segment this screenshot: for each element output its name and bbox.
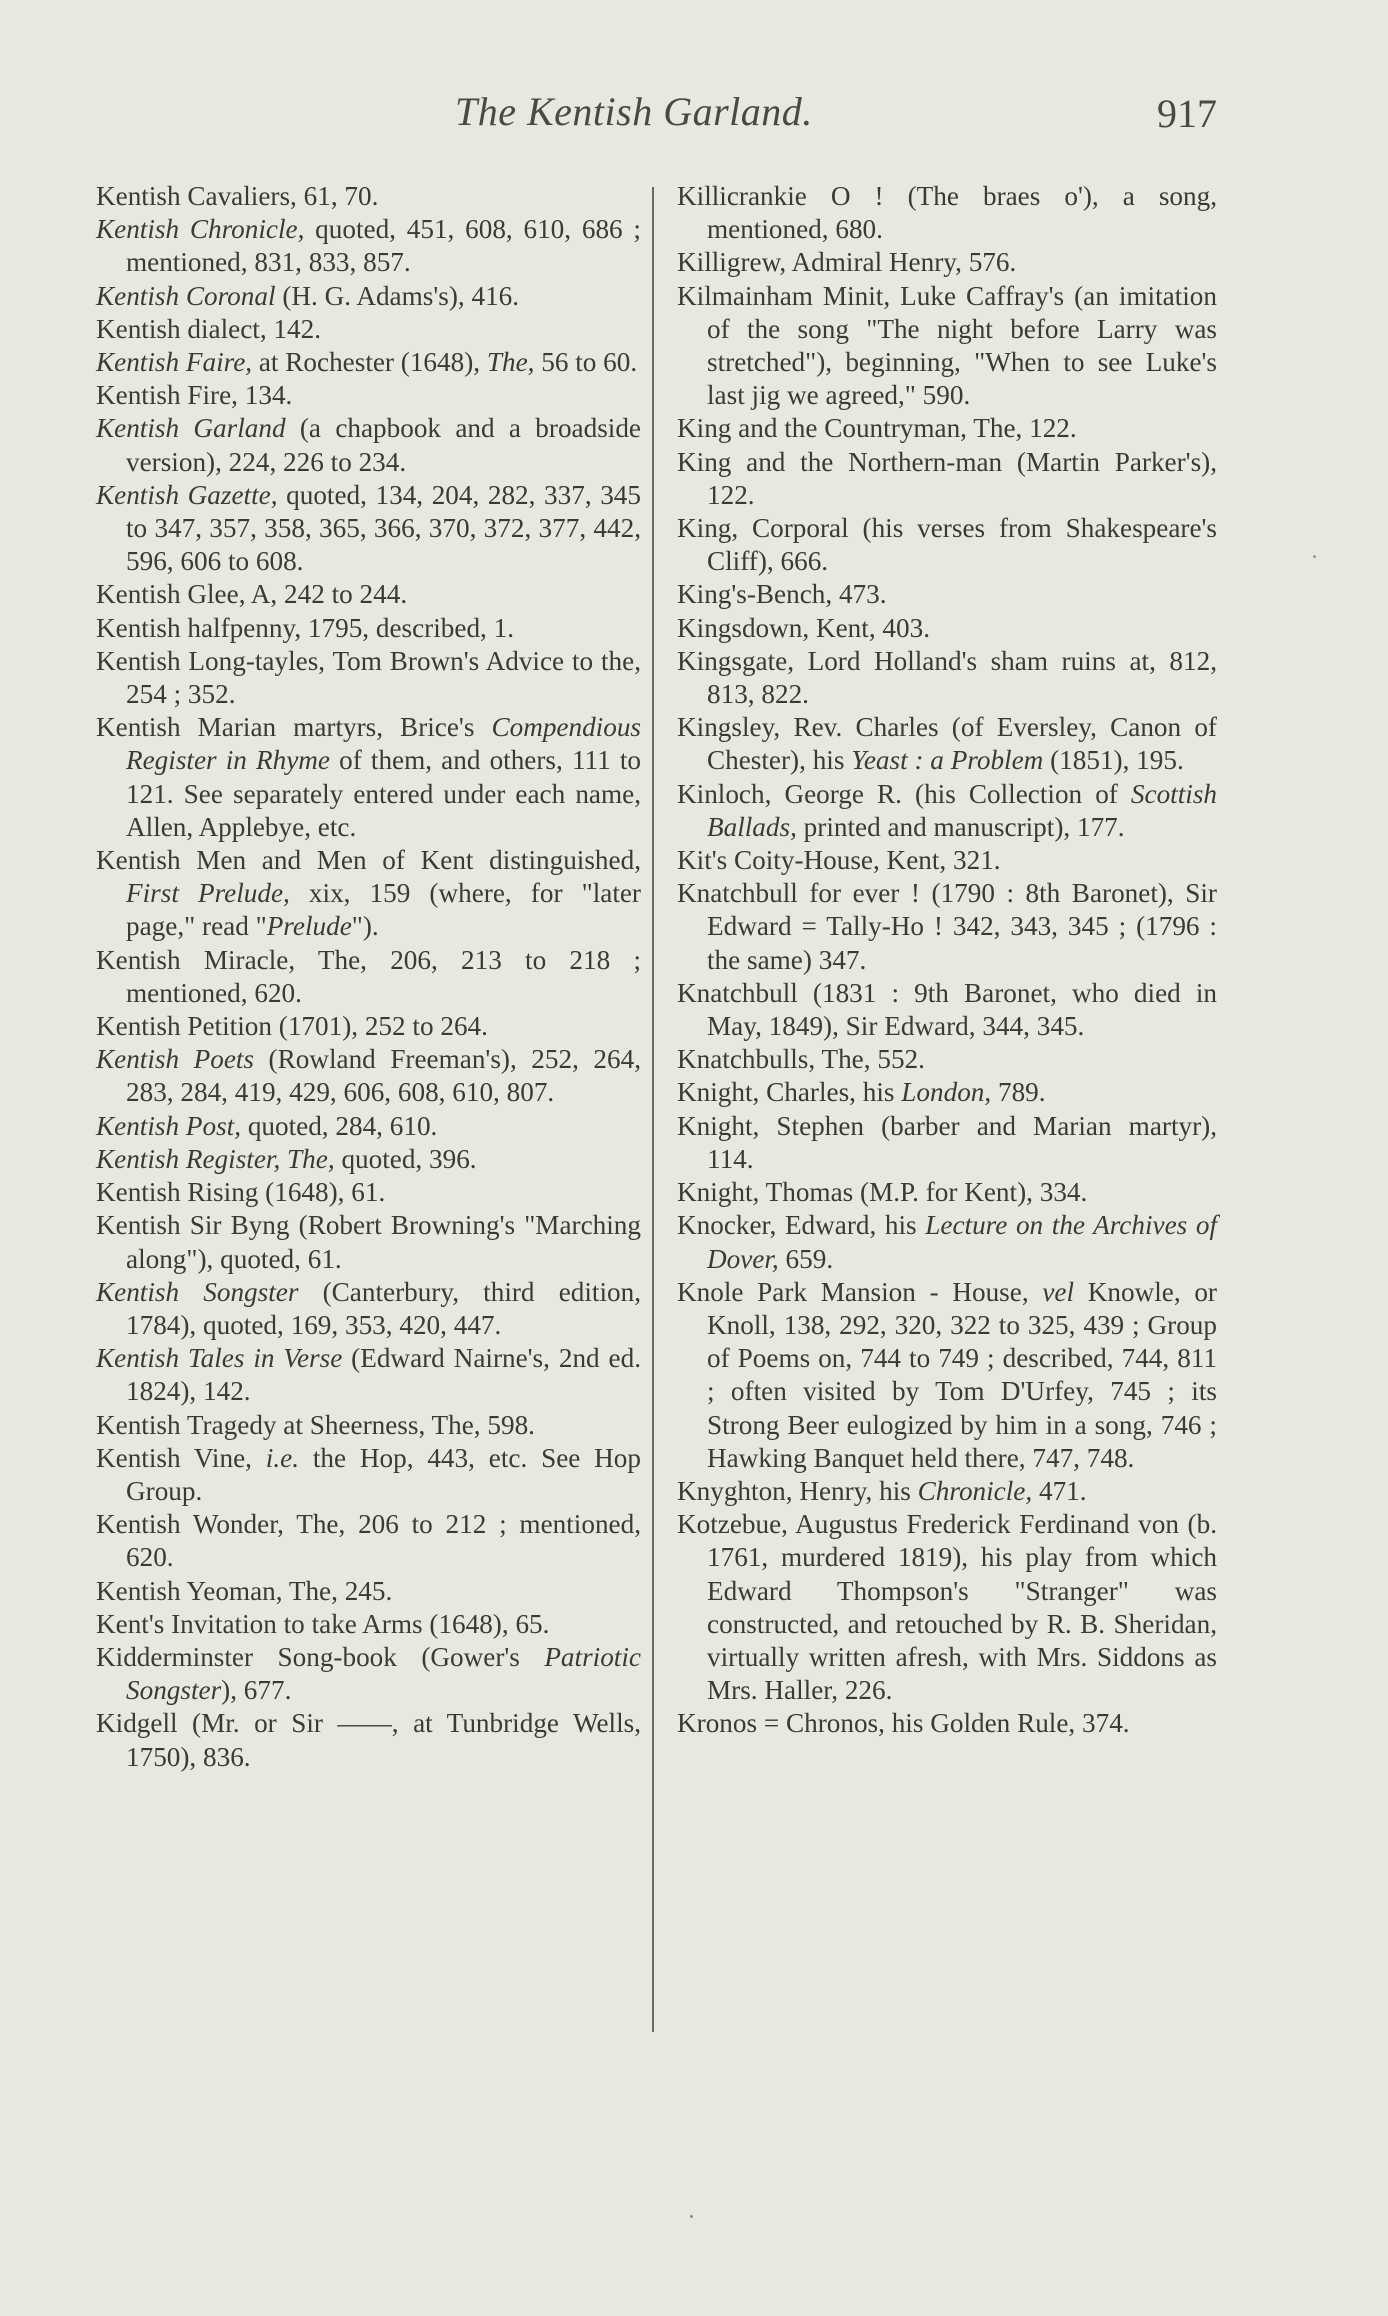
- index-entry-text: (a chapbook and a broadside version), 224, 226 to 234.: [126, 413, 641, 477]
- index-entry: [677, 512, 1217, 578]
- index-entry: [96, 1143, 641, 1176]
- index-entry: [96, 1508, 641, 1574]
- index-entry: [96, 711, 641, 844]
- index-entry-italic-text: Lecture on the Archives of Dover,: [707, 1210, 1217, 1274]
- index-entry-text: Knight, Thomas (M.P. for Kent), 334.: [677, 1177, 1088, 1208]
- index-entry-italic-text: Prelude: [266, 911, 352, 942]
- index-entry-text: Knowle, or Knoll, 138, 292, 320, 322 to 325, 439 ; Group of Poems on, 744 to 749 ; described, 744, 811 ; often visited by Tom D'Urfey, 745 ; its Strong Beer eulogized by him in a song, 746 ; Hawking Banquet held there, 747, 748.: [707, 1276, 1217, 1473]
- index-entry-text: King and the Northern-man (Martin Parker's), 122.: [677, 446, 1217, 510]
- index-entry-text: 789.: [991, 1077, 1046, 1108]
- index-entry: [96, 578, 641, 611]
- index-entry-text: ").: [351, 911, 379, 942]
- index-entry-text: ), 677.: [221, 1675, 292, 1706]
- index-entry-italic-text: Kentish Chronicle,: [96, 214, 305, 245]
- index-entry: [96, 1043, 641, 1109]
- index-entry: [96, 412, 641, 478]
- index-entry-text: Kidderminster Song-book (Gower's: [96, 1641, 545, 1672]
- index-entry: [677, 1110, 1217, 1176]
- index-entry: [96, 1608, 641, 1641]
- index-entry-text: Knatchbull (1831 : 9th Baronet, who died in May, 1849), Sir Edward, 344, 345.: [677, 977, 1217, 1042]
- index-entry-text: King and the Countryman, The, 122.: [677, 413, 1077, 444]
- index-entry-text: Kentish Wonder, The, 206 to 212 ; mentioned, 620.: [96, 1509, 641, 1573]
- index-entry: [677, 1508, 1217, 1707]
- index-entry: [96, 1010, 641, 1043]
- index-entry-italic-text: London,: [901, 1077, 992, 1108]
- index-entry-text: (1851), 195.: [1043, 745, 1184, 776]
- index-entry-text: (Edward Nairne's, 2nd ed. 1824), 142.: [126, 1343, 641, 1407]
- index-entry: [96, 844, 641, 944]
- index-entry-text: King's-Bench, 473.: [677, 579, 887, 610]
- index-entry-text: Knocker, Edward, his: [677, 1210, 926, 1241]
- index-entry-text: Kentish Yeoman, The, 245.: [96, 1575, 393, 1606]
- index-entry: [677, 1707, 1217, 1740]
- index-entry-text: Kentish Marian martyrs, Brice's: [96, 712, 492, 743]
- index-entry-text: King, Corporal (his verses from Shakespeare's Cliff), 666.: [677, 513, 1217, 577]
- index-entry-text: (Rowland Freeman's), 252, 264, 283, 284, 419, 429, 606, 608, 610, 807.: [126, 1044, 641, 1108]
- index-entry-text: Kinloch, George R. (his Collection of: [677, 778, 1131, 809]
- index-entry: [677, 778, 1217, 844]
- index-entry-text: printed and manuscript), 177.: [796, 811, 1125, 842]
- index-entry: [96, 180, 641, 213]
- index-entry-italic-text: i.e.: [265, 1442, 299, 1473]
- index-column-right: [677, 180, 1217, 1741]
- index-column-left: [96, 180, 641, 1774]
- index-entry: [677, 578, 1217, 611]
- index-entry-text: Kentish Tragedy at Sheerness, The, 598.: [96, 1409, 535, 1440]
- index-entry-text: 659.: [778, 1243, 834, 1274]
- index-entry-text: Kronos = Chronos, his Golden Rule, 374.: [677, 1708, 1130, 1739]
- index-entry: [677, 180, 1217, 246]
- index-entry-text: Kingsgate, Lord Holland's sham ruins at, 812, 813, 822.: [677, 645, 1217, 710]
- index-entry-text: Kentish Petition (1701), 252 to 264.: [96, 1011, 488, 1042]
- index-entry-text: Kentish Fire, 134.: [96, 380, 293, 411]
- index-entry-text: Kentish Long-tayles, Tom Brown's Advice to the, 254 ; 352.: [96, 645, 641, 710]
- index-entry: [96, 1409, 641, 1442]
- column-divider: [652, 187, 654, 2032]
- index-entry: [96, 379, 641, 412]
- index-entry-text: Kentish dialect, 142.: [96, 313, 322, 344]
- index-entry-italic-text: Kentish Coronal: [96, 280, 276, 311]
- index-entry-text: Kilmainham Minit, Luke Caffray's (an imitation of the song "The night before Larry was stretched"), beginning, "When to see Luke's last jig we agreed," 590.: [677, 280, 1217, 411]
- index-entry-text: the Hop, 443, etc. See Hop Group.: [126, 1442, 641, 1506]
- index-entry: [96, 1641, 641, 1707]
- page-header: [0, 88, 1388, 138]
- index-entry-text: Kentish Glee, A, 242 to 244.: [96, 579, 408, 610]
- index-entry: [96, 645, 641, 711]
- index-entry-italic-text: Kentish Register, The,: [96, 1143, 335, 1174]
- index-entry: [96, 479, 641, 579]
- index-entry-text: Knatchbulls, The, 552.: [677, 1044, 925, 1075]
- index-entry-text: (H. G. Adams's), 416.: [275, 280, 520, 311]
- index-entry: [677, 1043, 1217, 1076]
- index-entry-text: Knight, Charles, his: [677, 1077, 902, 1108]
- index-entry-italic-text: Kentish Faire,: [96, 347, 253, 378]
- index-entry-text: Knyghton, Henry, his: [677, 1475, 918, 1506]
- index-entry: [96, 1176, 641, 1209]
- index-entry-text: Kentish Men and Men of Kent distinguished,: [96, 845, 641, 876]
- speck-mark: [690, 2215, 693, 2218]
- index-entry: [96, 944, 641, 1010]
- index-entry-text: Kentish halfpenny, 1795, described, 1.: [96, 612, 515, 643]
- page-number: 917: [1157, 91, 1217, 136]
- index-entry-text: Kent's Invitation to take Arms (1648), 65.: [96, 1608, 550, 1639]
- index-entry: [677, 446, 1217, 512]
- index-entry-text: Knatchbull for ever ! (1790 : 8th Baronet), Sir Edward = Tally-Ho ! 342, 343, 345 ; (1796 : the same) 347.: [677, 878, 1217, 975]
- index-entry-italic-text: Scottish Ballads,: [707, 778, 1217, 842]
- index-entry-italic-text: Patriotic Songster: [126, 1641, 641, 1706]
- index-entry-text: Kentish Vine,: [96, 1442, 266, 1473]
- index-entry: [96, 346, 641, 379]
- speck-mark: [1313, 555, 1316, 558]
- index-entry-italic-text: Kentish Gazette,: [96, 479, 278, 510]
- index-entry-italic-text: vel: [1042, 1276, 1075, 1307]
- index-entry: [96, 1110, 641, 1143]
- index-entry: [677, 246, 1217, 279]
- index-entry: [677, 645, 1217, 711]
- index-entry: [677, 877, 1217, 977]
- index-entry: [677, 1209, 1217, 1275]
- index-entry: [677, 711, 1217, 777]
- index-entry: [677, 280, 1217, 413]
- index-entry: [96, 1442, 641, 1508]
- index-entry-text: Kit's Coity-House, Kent, 321.: [677, 845, 1001, 876]
- index-entry-text: Kentish Cavaliers, 61, 70.: [96, 181, 379, 211]
- index-entry: [96, 1575, 641, 1608]
- index-entry-text: xix, 159 (where, for "later page," read ": [126, 878, 641, 942]
- index-entry-text: quoted, 396.: [334, 1143, 477, 1174]
- index-entry-italic-text: First Prelude,: [126, 878, 290, 909]
- index-entry: [677, 1276, 1217, 1475]
- index-entry-text: Kentish Rising (1648), 61.: [96, 1177, 386, 1208]
- index-entry: [96, 1276, 641, 1342]
- index-entry-italic-text: Chronicle,: [917, 1475, 1033, 1506]
- index-entry-text: quoted, 134, 204, 282, 337, 345 to 347, 357, 358, 365, 366, 370, 372, 377, 442, 596, 606 to 608.: [126, 479, 641, 577]
- index-entry-text: Kentish Miracle, The, 206, 213 to 218 ; mentioned, 620.: [96, 944, 641, 1008]
- index-entry: [677, 1176, 1217, 1209]
- index-entry-italic-text: Yeast : a Problem: [851, 745, 1044, 776]
- index-entry-text: Kidgell (Mr. or Sir ——, at Tunbridge Wells, 1750), 836.: [96, 1708, 641, 1772]
- index-entry: [677, 977, 1217, 1043]
- index-entry-text: Kingsley, Rev. Charles (of Eversley, Canon of Chester), his: [677, 712, 1217, 776]
- index-entry-italic-text: Kentish Poets: [96, 1044, 255, 1075]
- index-entry-text: of them, and others, 111 to 121. See separately entered under each name, Allen, Applebye, etc.: [126, 745, 641, 842]
- index-entry: [677, 1475, 1217, 1508]
- index-entry: [96, 612, 641, 645]
- index-entry-italic-text: Kentish Tales in Verse: [96, 1343, 343, 1374]
- index-entry-italic-text: The,: [486, 347, 535, 378]
- index-entry-text: Knight, Stephen (barber and Marian martyr), 114.: [677, 1110, 1217, 1174]
- index-entry-italic-text: Kentish Garland: [96, 413, 286, 444]
- index-entry-italic-text: Compendious Register in Rhyme: [126, 712, 641, 776]
- index-entry-text: Kotzebue, Augustus Frederick Ferdinand von (b. 1761, murdered 1819), his play from which Edward Thompson's "Stranger" was constructed, and retouched by R. B. Sheridan, virtually written afresh, with Mrs. Siddons as Mrs. Haller, 226.: [677, 1509, 1217, 1706]
- index-entry-text: (Canterbury, third edition, 1784), quoted, 169, 353, 420, 447.: [126, 1276, 642, 1340]
- index-entry: [96, 213, 641, 279]
- index-entry-text: quoted, 451, 608, 610, 686 ; mentioned, 831, 833, 857.: [126, 214, 641, 278]
- index-entry-text: Knole Park Mansion - House,: [677, 1276, 1043, 1307]
- index-entry: [96, 1209, 641, 1275]
- index-entry: [96, 1342, 641, 1408]
- index-entry-text: at Rochester (1648),: [252, 347, 487, 378]
- index-entry-text: 471.: [1032, 1475, 1087, 1506]
- index-entry-text: Kingsdown, Kent, 403.: [677, 612, 930, 643]
- index-entry-text: Kentish Sir Byng (Robert Browning's "Marching along"), quoted, 61.: [96, 1210, 641, 1274]
- index-entry-text: 56 to 60.: [534, 347, 638, 378]
- index-entry: [96, 1707, 641, 1773]
- index-entry-italic-text: Kentish Songster: [96, 1276, 299, 1307]
- index-entry: [677, 1076, 1217, 1109]
- index-entry: [677, 412, 1217, 445]
- running-title: The Kentish Garland.: [455, 89, 813, 134]
- index-entry: [96, 313, 641, 346]
- index-entry: [677, 844, 1217, 877]
- index-entry: [677, 612, 1217, 645]
- index-entry-text: quoted, 284, 610.: [241, 1110, 438, 1141]
- index-entry-italic-text: Kentish Post,: [96, 1110, 242, 1141]
- index-entry-text: Killicrankie O ! (The braes o'), a song, mentioned, 680.: [677, 181, 1217, 245]
- index-entry-text: Killigrew, Admiral Henry, 576.: [677, 247, 1017, 278]
- index-entry: [96, 280, 641, 313]
